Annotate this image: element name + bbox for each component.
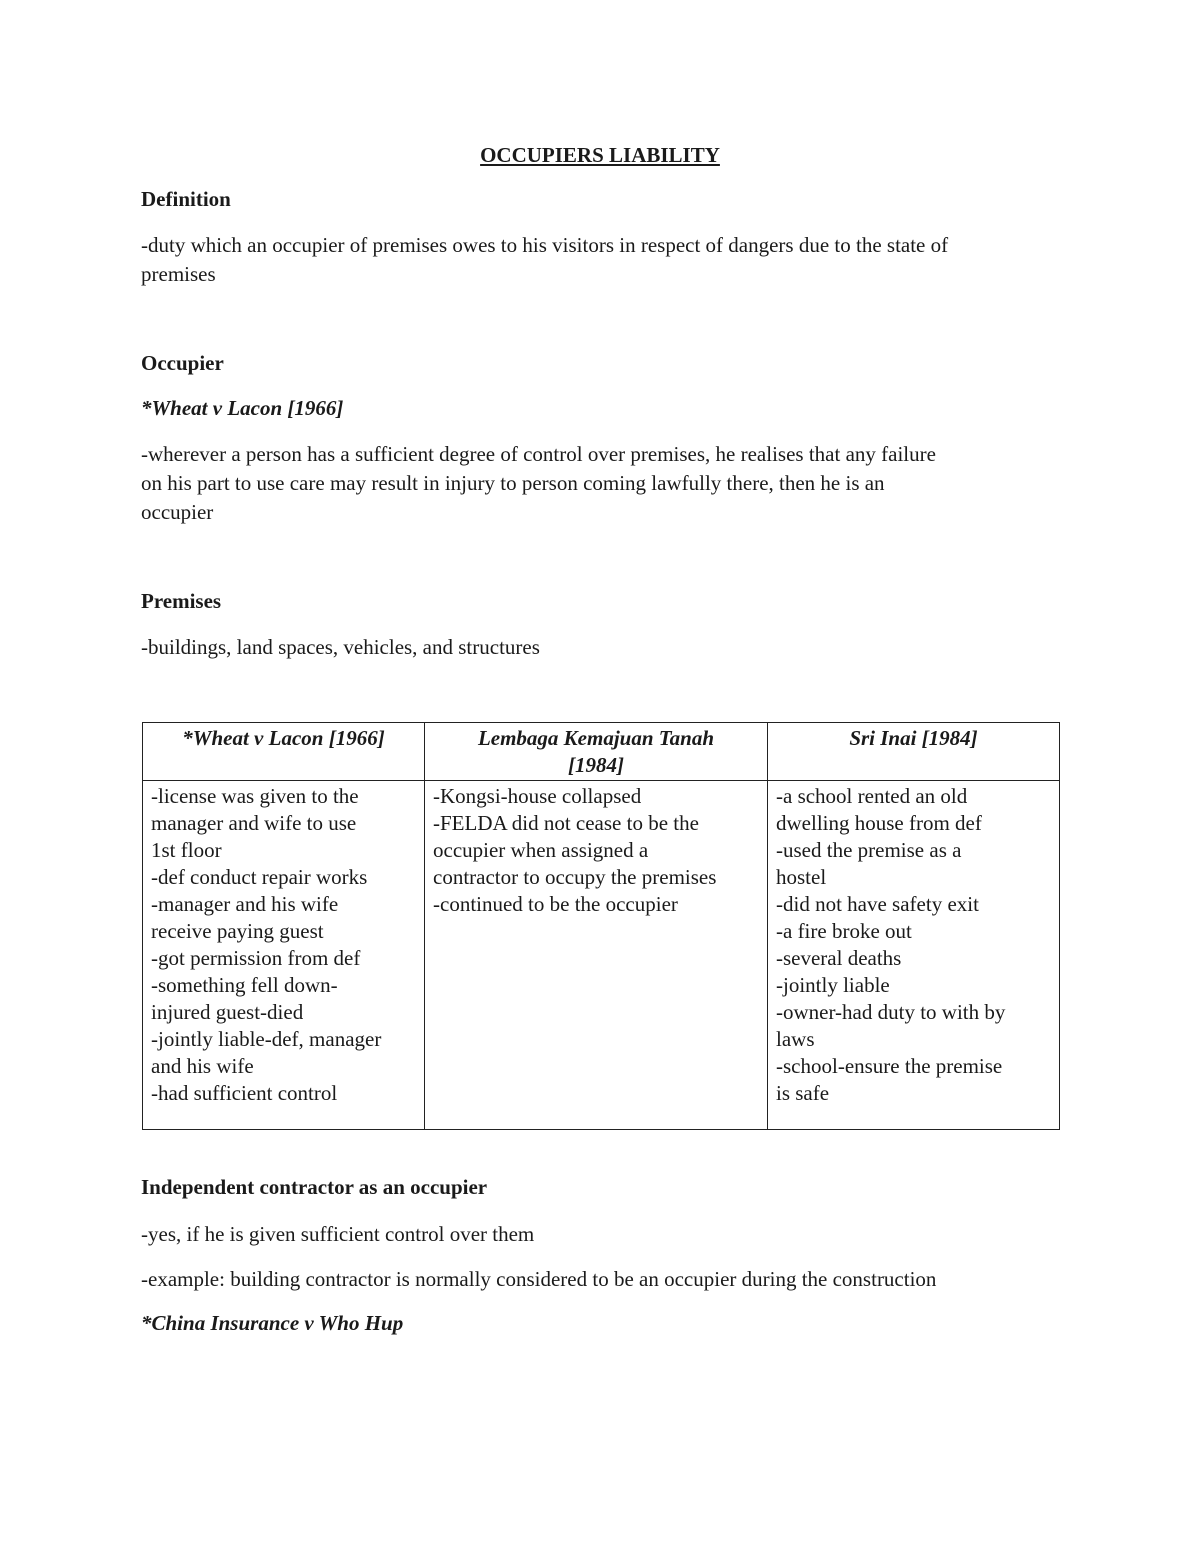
occupier-line: occupier [141,500,214,524]
table-header-wheat-v-lacon [143,723,425,781]
cases-table-header-row [143,723,1060,781]
document-title: OCCUPIERS LIABILITY [480,143,720,167]
header-text: Sri Inai [1984] [849,726,978,750]
cell-line: -several deaths [776,946,902,970]
definition-text [141,231,1061,289]
occupier-heading: Occupier [141,351,224,375]
occupier-line: -wherever a person has a sufficient degree of control over premises, he realises that any failure [141,442,936,466]
occupier-text [141,440,1061,527]
cell-line: -owner-had duty to with by [776,1000,1006,1024]
cell-line: -a school rented an old [776,784,968,808]
cell-line: receive paying guest [151,919,324,943]
cell-line: hostel [776,865,827,889]
definition-heading: Definition [141,187,231,211]
cell-line: -a fire broke out [776,919,912,943]
table-row [143,781,1060,1130]
cell-line: dwelling house from def [776,811,982,835]
definition-line: premises [141,262,216,286]
cell-line: -jointly liable-def, manager [151,1027,382,1051]
cases-table [142,722,1060,1130]
header-text: [1984] [568,753,624,777]
cell-line: and his wife [151,1054,254,1078]
definition-line: -duty which an occupier of premises owes to his visitors in respect of dangers due to the state of [141,233,949,257]
cell-line: -def conduct repair works [151,865,368,889]
cell-line: -did not have safety exit [776,892,979,916]
cell-line: -something fell down- [151,973,338,997]
cell-line: -FELDA did not cease to be the [433,811,699,835]
cell-line: -license was given to the [151,784,359,808]
independent-contractor-case-citation: *China Insurance v Who Hup [141,1311,404,1335]
table-header-sri-inai [768,723,1060,781]
cell-line: -used the premise as a [776,838,962,862]
cell-line: laws [776,1027,815,1051]
cell-line: injured guest-died [151,1000,304,1024]
cell-line: occupier when assigned a [433,838,649,862]
cell-line: manager and wife to use [151,811,357,835]
premises-text: -buildings, land spaces, vehicles, and structures [141,635,540,659]
cell-line: -had sufficient control [151,1081,338,1105]
table-cell-sri-inai [768,781,1060,1130]
table-header-lembaga-kemajuan-tanah [425,723,768,781]
header-text: *Wheat v Lacon [1966] [182,726,385,750]
table-cell-wheat-v-lacon [143,781,425,1130]
cell-line: is safe [776,1081,830,1105]
premises-heading: Premises [141,589,222,613]
occupier-case-citation: *Wheat v Lacon [1966] [141,396,344,420]
independent-contractor-example: -example: building contractor is normally considered to be an occupier during the construction [141,1267,937,1291]
occupier-line: on his part to use care may result in injury to person coming lawfully there, then he is an [141,471,885,495]
cell-line: -continued to be the occupier [433,892,678,916]
cell-line: -got permission from def [151,946,361,970]
header-text: Lembaga Kemajuan Tanah [477,726,715,750]
table-cell-lembaga-kemajuan-tanah [425,781,768,1130]
cell-line: -school-ensure the premise [776,1054,1003,1078]
cell-line: contractor to occupy the premises [433,865,717,889]
cell-line: -jointly liable [776,973,890,997]
cell-line: -Kongsi-house collapsed [433,784,642,808]
cell-line: 1st floor [151,838,222,862]
independent-contractor-heading: Independent contractor as an occupier [141,1175,488,1199]
cell-line: -manager and his wife [151,892,339,916]
independent-contractor-text: -yes, if he is given sufficient control over them [141,1222,535,1246]
